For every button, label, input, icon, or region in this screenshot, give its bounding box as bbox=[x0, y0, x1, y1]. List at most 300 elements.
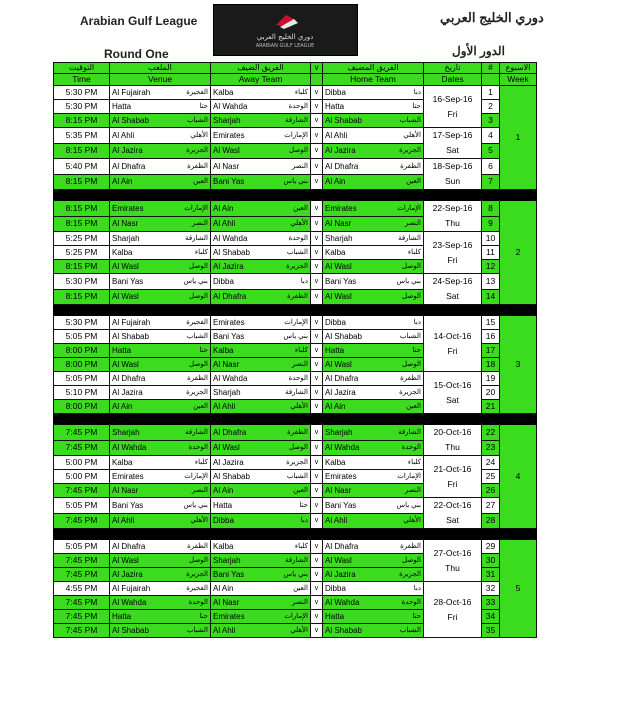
versus-label: v bbox=[311, 344, 323, 358]
match-day: Sat bbox=[446, 291, 459, 301]
home-team-ar: الوحدة bbox=[401, 444, 421, 452]
away-team-en: Al Jazira bbox=[213, 458, 244, 467]
match-venue-en: Al Shabab bbox=[112, 626, 149, 635]
match-number: 32 bbox=[482, 582, 500, 596]
match-venue-en: Al Wasl bbox=[112, 556, 139, 565]
match-day: Thu bbox=[445, 218, 460, 228]
match-number: 21 bbox=[482, 400, 500, 414]
home-team-ar: الظفرة bbox=[400, 543, 421, 550]
away-team bbox=[211, 86, 311, 100]
home-team-ar: كلباء bbox=[407, 459, 421, 466]
match-venue bbox=[110, 386, 211, 400]
away-team bbox=[211, 568, 311, 582]
away-team bbox=[211, 440, 311, 456]
away-team-ar: الوصل bbox=[289, 444, 308, 452]
match-venue-en: Al Ahli bbox=[112, 130, 135, 140]
home-team-ar: الوصل bbox=[402, 557, 421, 564]
logo-text-ar: دوري الخليج العربي bbox=[256, 33, 314, 41]
away-team bbox=[211, 260, 311, 274]
home-team-en: Al Dhafra bbox=[325, 542, 359, 551]
away-team-en: Al Dhafra bbox=[213, 427, 247, 437]
match-time: 8:00 PM bbox=[54, 344, 110, 358]
home-team-ar: الوحدة bbox=[401, 599, 421, 606]
match-number: 30 bbox=[482, 554, 500, 568]
home-team-en: Al Wasl bbox=[325, 292, 352, 302]
match-venue-ar: كلباء bbox=[194, 459, 208, 466]
match-number: 26 bbox=[482, 484, 500, 498]
versus-label: v bbox=[311, 540, 323, 554]
away-team-ar: كلباء bbox=[294, 89, 308, 96]
match-day: Sat bbox=[446, 145, 459, 155]
match-venue-en: Al Wahda bbox=[112, 443, 147, 453]
away-team-en: Al Nasr bbox=[213, 598, 240, 607]
match-venue-en: Al Jazira bbox=[112, 570, 143, 579]
match-venue-en: Al Wasl bbox=[112, 262, 139, 271]
match-venue-en: Al Nasr bbox=[112, 486, 139, 495]
away-team-en: Al Ahli bbox=[213, 219, 236, 229]
away-team-ar: كلباء bbox=[294, 347, 308, 354]
away-team-en: Bani Yas bbox=[213, 332, 245, 341]
match-venue bbox=[110, 289, 211, 305]
home-team-en: Bani Yas bbox=[325, 276, 357, 286]
match-time: 5:05 PM bbox=[54, 540, 110, 554]
away-team-en: Dibba bbox=[213, 276, 234, 286]
match-day: Sat bbox=[446, 394, 459, 405]
match-date: 22-Sep-16 bbox=[432, 203, 473, 213]
match-venue bbox=[110, 470, 211, 484]
match-venue-en: Al Jazira bbox=[112, 388, 143, 397]
home-team-en: Al Ahli bbox=[325, 130, 348, 140]
match-time: 5:35 PM bbox=[54, 128, 110, 144]
versus-label: v bbox=[311, 498, 323, 514]
versus-label: v bbox=[311, 174, 323, 190]
match-venue-ar: العين bbox=[193, 178, 208, 186]
versus-label: v bbox=[311, 386, 323, 400]
match-time: 8:15 PM bbox=[54, 174, 110, 190]
versus-label: v bbox=[311, 114, 323, 128]
match-number: 20 bbox=[482, 386, 500, 400]
match-venue-ar: الأهلي bbox=[190, 517, 208, 525]
home-team-en: Al Wasl bbox=[325, 262, 352, 271]
week-number: 3 bbox=[500, 316, 537, 414]
match-venue bbox=[110, 540, 211, 554]
match-venue bbox=[110, 358, 211, 372]
match-time: 7:45 PM bbox=[54, 513, 110, 529]
home-team-ar: النصر bbox=[404, 487, 421, 494]
match-venue-ar: الشباب bbox=[186, 627, 208, 634]
home-team-en: Al Wahda bbox=[325, 598, 360, 607]
home-team-en: Al Wasl bbox=[325, 556, 352, 565]
week-number: 5 bbox=[500, 540, 537, 638]
match-row bbox=[54, 232, 537, 246]
match-number: 2 bbox=[482, 100, 500, 114]
home-team-ar: الشباب bbox=[399, 627, 421, 634]
match-venue-ar: الفجيرة bbox=[186, 319, 208, 326]
away-team bbox=[211, 513, 311, 529]
match-venue-ar: الظفرة bbox=[187, 543, 208, 550]
home-team bbox=[323, 610, 424, 624]
match-venue-en: Al Shabab bbox=[112, 332, 149, 341]
away-team-ar: العين bbox=[293, 204, 308, 212]
home-team-ar: الظفرة bbox=[400, 162, 421, 170]
versus-label: v bbox=[311, 568, 323, 582]
home-team-ar: الشارقة bbox=[398, 428, 421, 436]
match-day: Thu bbox=[445, 442, 460, 452]
home-team bbox=[323, 274, 424, 290]
match-time: 7:45 PM bbox=[54, 484, 110, 498]
match-venue-en: Kalba bbox=[112, 248, 133, 257]
match-venue-ar: الوصل bbox=[189, 361, 208, 368]
away-team bbox=[211, 582, 311, 596]
home-team-ar: حتا bbox=[412, 613, 421, 620]
away-team-en: Al Ahli bbox=[213, 402, 236, 411]
versus-label: v bbox=[311, 484, 323, 498]
match-venue-en: Al Shabab bbox=[112, 116, 149, 125]
away-team-ar: الإمارات bbox=[284, 131, 308, 139]
match-venue bbox=[110, 344, 211, 358]
match-day: Fri bbox=[447, 478, 458, 489]
title-en: Arabian Gulf League bbox=[80, 14, 198, 28]
match-venue bbox=[110, 201, 211, 217]
match-number: 14 bbox=[482, 289, 500, 305]
match-time: 5:00 PM bbox=[54, 456, 110, 470]
versus-label: v bbox=[311, 440, 323, 456]
away-team bbox=[211, 232, 311, 246]
away-team-en: Al Shabab bbox=[213, 248, 250, 257]
match-number: 8 bbox=[482, 201, 500, 217]
away-team-en: Al Ain bbox=[213, 486, 234, 495]
match-date-cell bbox=[424, 232, 482, 274]
away-team-ar: العين bbox=[293, 487, 308, 494]
home-team-en: Al Dhafra bbox=[325, 161, 359, 171]
match-venue-ar: العين bbox=[193, 403, 208, 410]
away-team bbox=[211, 624, 311, 638]
col-v-ar: v bbox=[311, 63, 323, 74]
home-team bbox=[323, 260, 424, 274]
away-team-ar: الأهلي bbox=[290, 627, 308, 634]
home-team-ar: الإمارات bbox=[397, 473, 421, 480]
home-team-ar: الإمارات bbox=[397, 204, 421, 212]
match-venue-ar: الشارقة bbox=[185, 428, 208, 436]
match-date-cell bbox=[424, 540, 482, 582]
match-date-cell bbox=[424, 425, 482, 456]
home-team bbox=[323, 624, 424, 638]
home-team bbox=[323, 86, 424, 100]
match-venue-en: Hatta bbox=[112, 346, 132, 355]
match-venue-ar: الظفرة bbox=[187, 375, 208, 382]
match-time: 5:10 PM bbox=[54, 386, 110, 400]
match-time: 7:45 PM bbox=[54, 610, 110, 624]
separator-cell bbox=[54, 305, 537, 316]
col-time-en: Time bbox=[54, 74, 110, 86]
home-team-en: Al Wahda bbox=[325, 443, 360, 453]
league-logo bbox=[213, 4, 358, 56]
home-team bbox=[323, 484, 424, 498]
col-away-en: Away Team bbox=[211, 74, 311, 86]
home-team bbox=[323, 128, 424, 144]
away-team-ar: النصر bbox=[291, 162, 308, 170]
match-row bbox=[54, 425, 537, 441]
home-team bbox=[323, 289, 424, 305]
match-number: 12 bbox=[482, 260, 500, 274]
home-team-ar: الجزيرة bbox=[399, 389, 421, 396]
match-venue-en: Kalba bbox=[112, 458, 133, 467]
home-team-ar: الجزيرة bbox=[399, 571, 421, 578]
match-venue bbox=[110, 274, 211, 290]
match-row bbox=[54, 159, 537, 175]
match-venue-ar: بني ياس bbox=[183, 501, 208, 509]
col-v-en bbox=[311, 74, 323, 86]
match-venue bbox=[110, 100, 211, 114]
header-row-ar bbox=[54, 63, 537, 74]
match-number: 22 bbox=[482, 425, 500, 441]
home-team-ar: الشارقة bbox=[398, 235, 421, 242]
home-team-en: Al Dhafra bbox=[325, 374, 359, 383]
match-venue-ar: الجزيرة bbox=[186, 147, 208, 155]
match-time: 7:45 PM bbox=[54, 568, 110, 582]
versus-label: v bbox=[311, 610, 323, 624]
match-time: 5:05 PM bbox=[54, 330, 110, 344]
match-date: 21-Oct-16 bbox=[433, 463, 472, 474]
match-number: 34 bbox=[482, 610, 500, 624]
away-team-ar: الأهلي bbox=[290, 403, 308, 410]
match-number: 13 bbox=[482, 274, 500, 290]
home-team-ar: دبا bbox=[413, 89, 421, 96]
away-team bbox=[211, 470, 311, 484]
away-team bbox=[211, 554, 311, 568]
home-team-ar: الوصل bbox=[402, 361, 421, 368]
match-number: 27 bbox=[482, 498, 500, 514]
match-venue-en: Hatta bbox=[112, 102, 132, 111]
away-team-en: Al Wasl bbox=[213, 443, 240, 453]
home-team-en: Al Ahli bbox=[325, 516, 348, 526]
match-venue-ar: حتا bbox=[199, 613, 208, 620]
match-number: 4 bbox=[482, 128, 500, 144]
match-day: Sat bbox=[446, 515, 459, 525]
logo-text-en: ARABIAN GULF LEAGUE bbox=[255, 43, 315, 49]
match-venue-en: Al Dhafra bbox=[112, 542, 146, 551]
match-venue-ar: الوصل bbox=[189, 293, 208, 301]
match-venue bbox=[110, 484, 211, 498]
match-time: 5:00 PM bbox=[54, 470, 110, 484]
versus-label: v bbox=[311, 513, 323, 529]
away-team bbox=[211, 540, 311, 554]
away-team-en: Al Wasl bbox=[213, 146, 240, 156]
versus-label: v bbox=[311, 316, 323, 330]
home-team-ar: الوصل bbox=[402, 293, 421, 301]
away-team-ar: الشباب bbox=[286, 249, 308, 256]
match-venue-ar: الفجيرة bbox=[186, 89, 208, 96]
col-home-en: Home Team bbox=[323, 74, 424, 86]
home-team-en: Kalba bbox=[325, 458, 346, 467]
away-team-en: Sharjah bbox=[213, 116, 241, 125]
away-team-en: Kalba bbox=[213, 542, 234, 551]
versus-label: v bbox=[311, 372, 323, 386]
match-date: 22-Oct-16 bbox=[433, 500, 472, 510]
schedule-table bbox=[53, 62, 537, 638]
match-row bbox=[54, 316, 537, 330]
match-venue-en: Al Fujairah bbox=[112, 88, 151, 97]
match-number: 31 bbox=[482, 568, 500, 582]
home-team-en: Al Shabab bbox=[325, 626, 362, 635]
home-team bbox=[323, 246, 424, 260]
home-team-en: Hatta bbox=[325, 102, 345, 111]
home-team bbox=[323, 540, 424, 554]
match-number: 15 bbox=[482, 316, 500, 330]
match-row bbox=[54, 498, 537, 514]
match-venue-en: Al Nasr bbox=[112, 219, 139, 229]
away-team-ar: الشباب bbox=[286, 473, 308, 480]
away-team bbox=[211, 358, 311, 372]
match-venue-en: Al Fujairah bbox=[112, 318, 151, 327]
away-team-ar: الوحدة bbox=[288, 375, 308, 382]
match-venue bbox=[110, 216, 211, 232]
home-team-ar: بني ياس bbox=[396, 501, 421, 509]
home-team-en: Al Ain bbox=[325, 177, 346, 187]
match-day: Fri bbox=[447, 108, 458, 119]
match-venue bbox=[110, 86, 211, 100]
away-team-ar: بني ياس bbox=[283, 571, 308, 578]
match-venue-en: Sharjah bbox=[112, 427, 140, 437]
match-time: 4:55 PM bbox=[54, 582, 110, 596]
match-day: Fri bbox=[447, 345, 458, 356]
col-week-ar: الاسبوع bbox=[500, 63, 537, 74]
away-team bbox=[211, 596, 311, 610]
home-team-en: Hatta bbox=[325, 612, 345, 621]
away-team-en: Bani Yas bbox=[213, 570, 245, 579]
match-venue-en: Hatta bbox=[112, 612, 132, 621]
match-time: 7:45 PM bbox=[54, 624, 110, 638]
match-time: 5:30 PM bbox=[54, 316, 110, 330]
away-team-ar: دبا bbox=[300, 517, 308, 525]
col-venue-ar: الملعب bbox=[110, 63, 211, 74]
away-team bbox=[211, 330, 311, 344]
away-team-en: Al Wahda bbox=[213, 234, 248, 243]
match-time: 5:40 PM bbox=[54, 159, 110, 175]
match-venue-en: Al Wasl bbox=[112, 292, 139, 302]
away-team bbox=[211, 216, 311, 232]
match-time: 7:45 PM bbox=[54, 554, 110, 568]
match-date: 23-Sep-16 bbox=[432, 239, 473, 250]
match-venue bbox=[110, 143, 211, 159]
col-dates-en: Dates bbox=[424, 74, 482, 86]
home-team bbox=[323, 554, 424, 568]
away-team bbox=[211, 425, 311, 441]
home-team bbox=[323, 232, 424, 246]
col-away-ar: الفريق الضيف bbox=[211, 63, 311, 74]
home-team-en: Dibba bbox=[325, 584, 346, 593]
match-number: 23 bbox=[482, 440, 500, 456]
match-venue-en: Al Wahda bbox=[112, 598, 147, 607]
match-venue bbox=[110, 159, 211, 175]
col-num-ar: # bbox=[482, 63, 500, 74]
match-venue bbox=[110, 316, 211, 330]
match-number: 28 bbox=[482, 513, 500, 529]
match-day: Thu bbox=[445, 562, 460, 573]
match-venue-ar: الظفرة bbox=[187, 162, 208, 170]
away-team-ar: النصر bbox=[291, 361, 308, 368]
home-team-en: Hatta bbox=[325, 346, 345, 355]
match-date: 20-Oct-16 bbox=[433, 427, 472, 437]
away-team bbox=[211, 274, 311, 290]
away-team-en: Al Jazira bbox=[213, 262, 244, 271]
match-date: 24-Sep-16 bbox=[432, 276, 473, 286]
versus-label: v bbox=[311, 86, 323, 100]
match-venue-ar: الوحدة bbox=[188, 444, 208, 452]
home-team bbox=[323, 513, 424, 529]
match-date-cell bbox=[424, 159, 482, 190]
home-team-ar: الأهلي bbox=[403, 131, 421, 139]
away-team-en: Hatta bbox=[213, 500, 233, 510]
home-team bbox=[323, 358, 424, 372]
home-team-en: Emirates bbox=[325, 203, 357, 213]
home-team bbox=[323, 440, 424, 456]
away-team-en: Al Nasr bbox=[213, 161, 240, 171]
match-venue-en: Al Jazira bbox=[112, 146, 143, 156]
versus-label: v bbox=[311, 274, 323, 290]
match-date-cell bbox=[424, 498, 482, 529]
away-team-ar: بني ياس bbox=[283, 178, 308, 186]
away-team-ar: الإمارات bbox=[284, 613, 308, 620]
match-date: 16-Sep-16 bbox=[432, 93, 473, 104]
home-team-ar: حتا bbox=[412, 347, 421, 354]
week-separator bbox=[54, 190, 537, 201]
match-time: 8:15 PM bbox=[54, 201, 110, 217]
match-number: 9 bbox=[482, 216, 500, 232]
match-time: 8:15 PM bbox=[54, 289, 110, 305]
match-time: 8:15 PM bbox=[54, 143, 110, 159]
away-team bbox=[211, 128, 311, 144]
away-team-ar: دبا bbox=[300, 277, 308, 285]
col-week-en: Week bbox=[500, 74, 537, 86]
away-team-en: Kalba bbox=[213, 88, 234, 97]
match-date-cell bbox=[424, 128, 482, 159]
separator-cell bbox=[54, 414, 537, 425]
home-team-en: Al Shabab bbox=[325, 332, 362, 341]
match-time: 5:30 PM bbox=[54, 100, 110, 114]
away-team bbox=[211, 246, 311, 260]
home-team bbox=[323, 201, 424, 217]
versus-label: v bbox=[311, 128, 323, 144]
away-team-ar: الوحدة bbox=[288, 103, 308, 110]
match-venue bbox=[110, 400, 211, 414]
home-team bbox=[323, 100, 424, 114]
match-number: 5 bbox=[482, 143, 500, 159]
match-venue-en: Emirates bbox=[112, 203, 144, 213]
match-time: 8:00 PM bbox=[54, 358, 110, 372]
home-team-ar: الشباب bbox=[399, 117, 421, 124]
match-venue bbox=[110, 260, 211, 274]
match-day: Fri bbox=[447, 611, 458, 622]
match-venue-en: Al Wasl bbox=[112, 360, 139, 369]
match-date-cell bbox=[424, 372, 482, 414]
home-team-ar: العين bbox=[406, 178, 421, 186]
col-home-ar: الفريق المضيف bbox=[323, 63, 424, 74]
versus-label: v bbox=[311, 456, 323, 470]
away-team-en: Al Nasr bbox=[213, 360, 240, 369]
match-venue-en: Al Fujairah bbox=[112, 584, 151, 593]
home-team bbox=[323, 316, 424, 330]
away-team-en: Al Wahda bbox=[213, 374, 248, 383]
match-venue bbox=[110, 330, 211, 344]
match-venue-en: Al Ain bbox=[112, 402, 133, 411]
match-time: 7:45 PM bbox=[54, 440, 110, 456]
match-venue-ar: الفجيرة bbox=[186, 585, 208, 592]
week-number: 4 bbox=[500, 425, 537, 529]
away-team-ar: الجزيرة bbox=[286, 459, 308, 466]
match-venue-ar: الجزيرة bbox=[186, 389, 208, 396]
away-team-ar: الشارقة bbox=[285, 557, 308, 564]
